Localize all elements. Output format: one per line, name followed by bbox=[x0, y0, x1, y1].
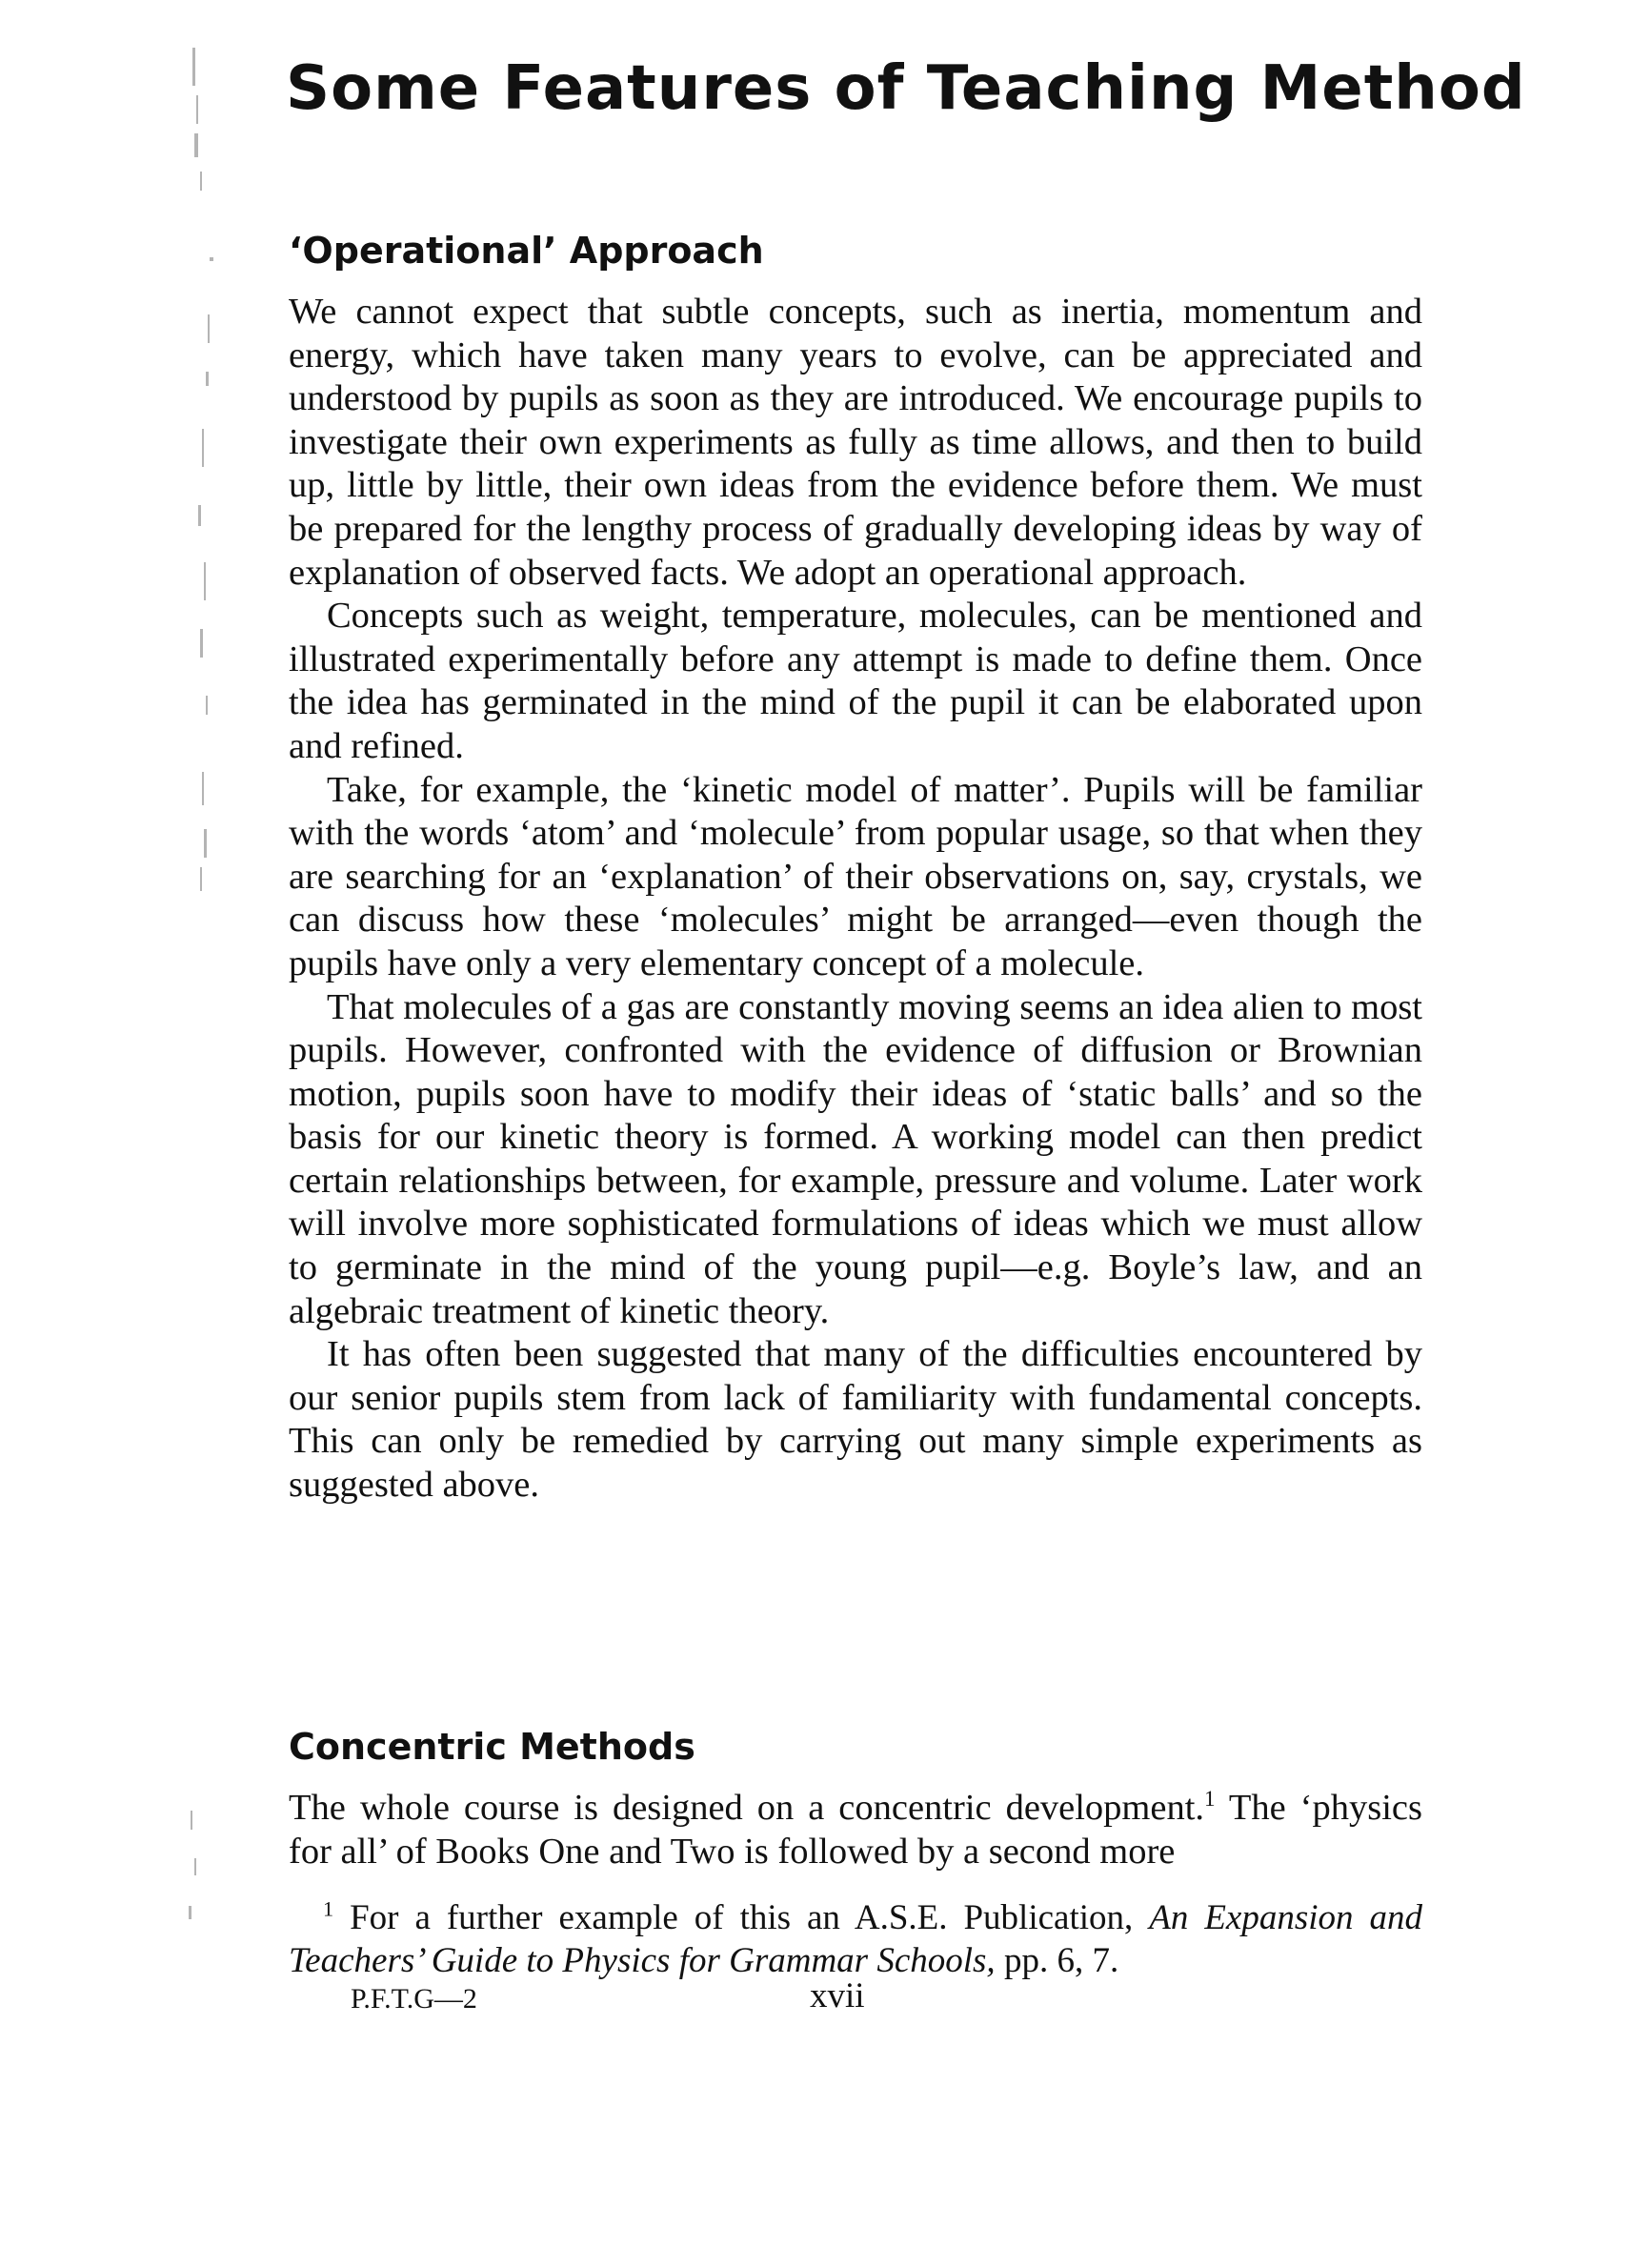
footnote-pages: pp. 6, 7. bbox=[995, 1941, 1119, 1980]
page-title: Some Features of Teaching Method bbox=[286, 53, 1526, 124]
paragraph: It has often been suggested that many of the difficulties encountered by our senior pupils stem from lack of familiarity with fundamental concepts. This can only be remedied by carrying out many simple experiments as suggested above. bbox=[289, 1334, 1422, 1506]
page-number: xvii bbox=[810, 1976, 865, 2015]
paragraph: Concepts such as weight, temperature, molecules, can be mentioned and illustrated experimentally before any attempt is made to define them. Once the idea has germinated in the mind of the pupil it can be elaborated upon and refined. bbox=[289, 596, 1422, 766]
footnote bbox=[289, 1896, 1422, 1982]
paragraph-text: The ‘physics for all’ of Books One and Two is followed by a second more bbox=[289, 1788, 1422, 1872]
section-heading-concentric-methods: Concentric Methods bbox=[289, 1726, 695, 1768]
paragraph: We cannot expect that subtle concepts, such as inertia, momentum and energy, which have taken many years to evolve, can be appreciated and understood by pupils as soon as they are introduced. We encourage pupils to investigate their own experiments as fully as time allows, and then to build up, little by little, their own ideas from the evidence before them. We must be prepared for the lengthy process of gradually developing ideas by way of explanation of observed facts. We adopt an operational approach. bbox=[289, 292, 1422, 593]
printer-signature: P.F.T.G—2 bbox=[351, 1983, 477, 2015]
paragraph: That molecules of a gas are constantly moving seems an idea alien to most pupils. However, confronted with the evidence of diffusion or Brownian motion, pupils soon have to modify their ideas of ‘static balls’ and so the basis for our kinetic theory is formed. A working model can then predict certain relationships between, for example, pressure and volume. Later work will involve more sophisticated formulations of ideas which we must allow to germinate in the mind of the young pupil—e.g. Boyle’s law, and an algebraic treatment of kinetic theory. bbox=[289, 986, 1422, 1331]
footnote-text: For a further example of this an A.S.E. Publication, bbox=[333, 1898, 1150, 1937]
paragraph-text: The whole course is designed on a concentric development. bbox=[289, 1788, 1205, 1828]
section-body-operational-approach bbox=[289, 291, 1422, 1508]
paragraph: Take, for example, the ‘kinetic model of matter’. Pupils will be familiar with the words ‘atom’ and ‘molecule’ from popular usage, so that when they are searching for an ‘explanation’ of their observations on, say, crystals, we can discuss how these ‘molecules’ might be arranged—even though the pupils have only a very elementary concept of a molecule. bbox=[289, 769, 1422, 983]
paragraph bbox=[289, 1787, 1422, 1873]
section-heading-operational-approach: ‘Operational’ Approach bbox=[289, 230, 764, 272]
footnote-title: An Expansion and Teachers’ Guide to Physics for Grammar Schools, bbox=[289, 1898, 1422, 1980]
footnote-mark: 1 bbox=[323, 1896, 334, 1921]
section-body-concentric-methods bbox=[289, 1787, 1422, 1873]
scan-margin-speckle bbox=[181, 29, 248, 1982]
footnote-reference-mark: 1 bbox=[1204, 1786, 1216, 1812]
